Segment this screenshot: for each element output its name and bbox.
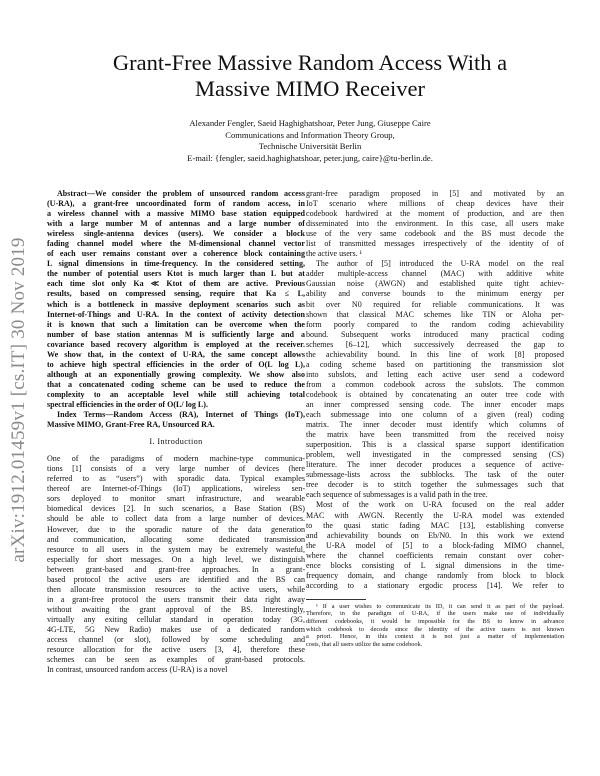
paper-title: [60, 50, 560, 102]
body-line: adder multiple-access channel (MAC) with additive white: [306, 269, 564, 279]
author-block: [60, 118, 560, 164]
abstract-line: spectral efficiencies in the order of O(L/ log L).: [47, 399, 208, 409]
abstract-line: results, based on compressed sensing, require that Ka ≤ L,: [47, 289, 305, 299]
body-line: shown that classical MAC schemes like TIN or Aloha per-: [306, 309, 564, 319]
body-line: ence blocks consisting of L signal dimensions in the time-: [306, 560, 564, 570]
body-line: literature. The inner decoder produces a sequence of active-: [306, 460, 564, 470]
left-column: [47, 189, 305, 675]
body-line: codebook is obtained by concatenating an outer tree code with: [306, 389, 564, 399]
body-line: list of transmitted messages irrespectively of the identity of of: [306, 239, 564, 249]
footnote-line: which codebook to decode since the identity of the active users is not known: [306, 625, 564, 633]
body-line: into subslots, and letting each active user send a codeword: [306, 369, 564, 379]
body-line: MAC with AWGN. Recently the U-RA model was extended: [306, 510, 564, 520]
body-line: grant-free paradigm proposed in [5] and motivated by an: [306, 189, 564, 198]
abstract-line: that a concatenated coding scheme can be used to reduce the: [47, 379, 305, 389]
body-line: resource allocation for the active users [3, 4], therefore these: [47, 645, 305, 655]
body-line: between grant-based and grant-free approaches. In a grant-: [47, 564, 305, 574]
body-line: especially for short messages. On a high level, we distinguish: [47, 554, 305, 564]
body-line: IoT scenario where millions of cheap devices have their: [306, 199, 564, 209]
body-line: sors deployed to monitor smart infrastructure, and wearable: [47, 494, 305, 504]
body-line: and achievability bounds on Eb/N0. In this work we extend: [306, 530, 564, 540]
abstract-line: covariance based recovery algorithm is employed at the receiver.: [47, 339, 305, 349]
abstract-line: fading channel model where the M-dimensional channel vector: [47, 239, 305, 249]
abstract-line: with a large number M of antennas and a large number of: [47, 219, 305, 229]
abstract-line: which is a bottleneck in massive deployment scenarios such as: [47, 299, 305, 309]
abstract-line: the number of potential users Ktot is much larger than L but at: [47, 269, 305, 279]
abstract-line: wireless single-antenna devices (users). We consider a block: [47, 229, 305, 239]
author-names: Alexander Fengler, Saeid Haghighatshoar, Peter Jung, Giuseppe Caire: [189, 118, 431, 128]
body-line: use of the very same codebook and the BS must decode the: [306, 229, 564, 239]
body-line: problem, well investigated in the compressed sensing (CS): [306, 450, 564, 460]
section-heading: I. Introduction: [149, 437, 203, 447]
body-line: resource to all users in the system may be extremely wasteful,: [47, 544, 305, 554]
abstract-line: although at an exponentially growing complexity. We show also: [47, 369, 305, 379]
title-line: Grant-Free Massive Random Access With a: [112, 50, 508, 75]
affiliation: Communications and Information Theory Group,: [225, 129, 395, 140]
body-line: schemes can be seen as examples of grant-based protocols.: [47, 655, 305, 665]
body-line: bit over N0 required for reliable communications. It was: [306, 299, 564, 309]
body-line: the active users. ¹: [306, 249, 363, 259]
body-line: from a common codebook across the subslots. The common: [306, 379, 564, 389]
right-column: [306, 189, 564, 648]
body-line: Gaussian noise (AWGN) and established quite tight achiev-: [306, 279, 564, 289]
abstract-line: L signal dimensions in time-frequency. In the considered setting,: [47, 259, 305, 269]
body-line: form poorly compared to the random coding achievability: [306, 319, 564, 329]
arxiv-id-text: arXiv:1912.01459v1 [cs.IT] 30 Nov 2019: [8, 237, 29, 563]
body-line: One of the paradigms of modern machine-type communica-: [47, 454, 305, 464]
abstract-line: each time slot only Ka ≪ Ktot of them are active. Previous: [47, 279, 305, 289]
footnote-line: ¹ If a user wishes to communicate its ID, it can send it as part of the payload.: [316, 602, 564, 610]
body-line: in a grant-free protocol the users transmit their data right away: [47, 594, 305, 604]
abstract-line: Internet-of-Things and U-RA. In the context of activity detection: [47, 309, 305, 319]
body-line: thereof are Internet-of-Things (IoT) applications, wireless sen-: [47, 484, 305, 494]
body-line: should be able to collect data from a large number of devices.: [47, 514, 305, 524]
body-line: 4G-LTE, 5G New Radio) makes use of a dedicated random: [47, 624, 305, 634]
abstract-line: Abstract—We consider the problem of unsourced random access: [57, 189, 305, 198]
body-line: biomedical devices [2]. In such scenarios, a Base Station (BS): [47, 504, 305, 514]
body-line: then allocate transmission resources to the active users, while: [47, 584, 305, 594]
footnote-line: costs, that all users utilize the same codebook.: [306, 640, 423, 648]
title-line: Massive MIMO Receiver: [195, 76, 425, 101]
footnote-line: a priori. Hence, in this context it is not just a matter of implementation: [306, 633, 564, 641]
abstract: [47, 189, 305, 430]
index-terms-line: Massive MIMO, Grant-Free RA, Unsourced RA.: [47, 420, 215, 430]
body-line: without awaiting the grant approval of the BS. Interestingly,: [47, 604, 305, 614]
body-line: the U-RA model of [5] to a block-fading MIMO channel,: [306, 540, 564, 550]
email: E-mail: {fengler, saeid.haghighatshoar, peter.jung, caire}@tu-berlin.de.: [187, 152, 433, 163]
body-line: frequency domain, and change randomly from block to block: [306, 570, 564, 580]
body-line: each sequence of submessages is a valid path in the tree.: [306, 490, 488, 500]
body-line: the matrix have been transmitted from the received noisy: [306, 430, 564, 440]
abstract-line: of each user remains constant over a coherence block containing: [47, 249, 305, 259]
body-line: an inner compressed sensing code. The inner encoder maps: [306, 399, 564, 409]
body-line: codebook hardwired at the moment of production, and are then: [306, 209, 564, 219]
body-line: disseminated into the environment. In this case, all users make: [306, 219, 564, 229]
arxiv-identifier: [6, 220, 32, 580]
body-line: In contrast, unsourced random access (U-RA) is a novel: [47, 665, 228, 675]
abstract-line: number of base station antennas M is sufficiently large and a: [47, 329, 305, 339]
body-line: a coding scheme based on partitioning the transmission slot: [306, 359, 564, 369]
body-line: each submessage into one column of a given (real) coding: [306, 410, 564, 420]
abstract-line: complexity to an acceptable level while still achieving total: [47, 389, 305, 399]
body-line: submessage-lists across the subblocks. The task of the outer: [306, 470, 564, 480]
body-line: matrix. The inner decoder must identify which columns of: [306, 420, 564, 430]
footnote-line: different codebooks, it would be impossible for the BS to know in advance: [306, 618, 564, 626]
index-terms-line: Index Terms—Random Access (RA), Internet of Things (IoT),: [57, 410, 305, 420]
body-line: based protocol the active users are identified and the BS can: [47, 574, 305, 584]
abstract-line: a wireless channel with a massive MIMO base station equipped: [47, 209, 305, 219]
body-line: where the channel coefficients remain constant over coher-: [306, 550, 564, 560]
abstract-line: it is known that such a limitation can be overcome when the: [47, 319, 305, 329]
body-line: virtually any exiting cellular standard in operation today (3G,: [47, 614, 305, 624]
body-line: Most of the work on U-RA focused on the real adder: [316, 500, 564, 510]
paragraph: [306, 500, 564, 590]
body-line: The author of [5] introduced the U-RA model on the real: [316, 259, 564, 269]
body-line: ability and converse bounds to the minimum energy per: [306, 289, 564, 299]
body-line: the achievability bound. In this line of work [8] proposed: [306, 349, 564, 359]
introduction-paragraph: [47, 454, 305, 675]
paragraph: [306, 259, 564, 500]
body-line: tions [1] consists of a very large number of devices (here: [47, 464, 305, 474]
body-line: access channel (or slot), followed by some scheduling and: [47, 635, 305, 645]
body-line: tree decoder is to stitch together the submessages such that: [306, 480, 564, 490]
abstract-line: to achieve high spectral efficiencies in the order of O(L log L),: [47, 359, 305, 369]
abstract-line: We show that, in the context of U-RA, the same concept allows: [47, 349, 305, 359]
footnote-line: Therefore, in the paradigm of U-RA, if the users make use of individually: [306, 610, 564, 618]
body-line: and communication, allocating some dedicated transmission: [47, 534, 305, 544]
body-line: superposition. This is a classical sparse support identification: [306, 440, 564, 450]
abstract-line: (U-RA), a grant-free uncoordinated form of random access, in: [47, 199, 305, 209]
body-line: However, due to the sporadic nature of the data generation: [47, 524, 305, 534]
footnote: [306, 603, 564, 649]
paragraph: [306, 189, 564, 259]
body-line: to the quasi static fading MAC [13], establishing converse: [306, 520, 564, 530]
body-line: bound. Subsequent works introduced many practical coding: [306, 329, 564, 339]
body-line: referred to as “users”) with sporadic data. Typical examples: [47, 474, 305, 484]
body-line: according to a stationary ergodic process [14]. We refer to: [306, 580, 564, 590]
footnote-rule: [306, 599, 366, 600]
affiliation: Technische Universität Berlin: [258, 141, 362, 151]
body-line: schemes [6–12], which successively decreased the gap to: [306, 339, 564, 349]
